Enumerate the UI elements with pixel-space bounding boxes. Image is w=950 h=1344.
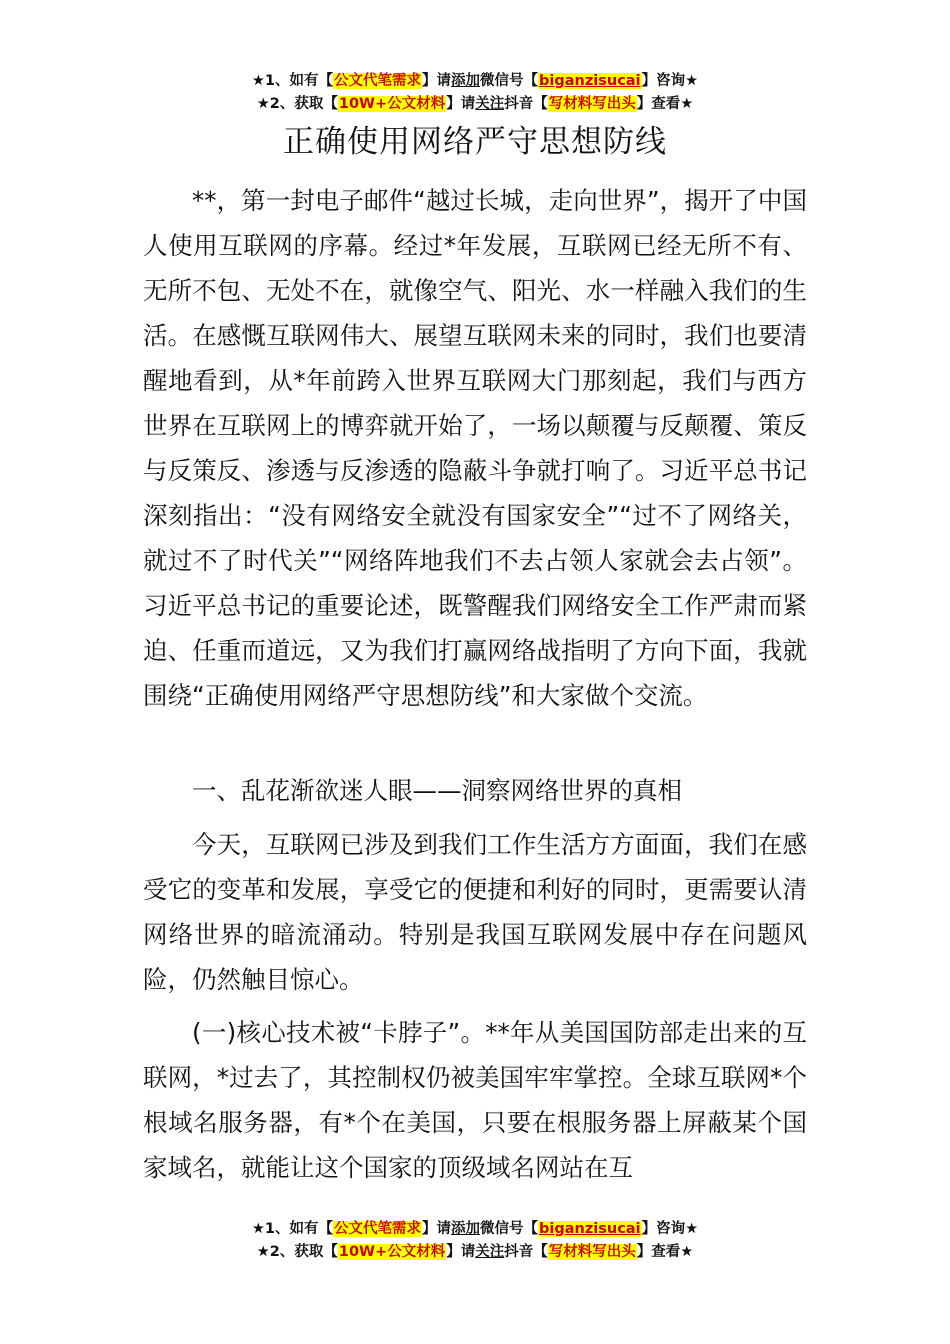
banner-text: 抖音【	[504, 96, 548, 112]
highlight-ghostwriting: 公文代笔需求	[334, 73, 422, 89]
banner-text-add: 添加	[451, 73, 481, 89]
star-icon: ★	[251, 73, 265, 89]
banner-text: 】请	[446, 96, 476, 112]
star-icon: ★	[680, 1244, 694, 1260]
banner-text-add: 添加	[451, 1221, 481, 1237]
star-icon: ★	[685, 73, 699, 89]
banner-text: 微信号【	[480, 73, 539, 89]
star-icon: ★	[685, 1221, 699, 1237]
banner-text-follow: 关注	[475, 1244, 505, 1260]
banner-text: 】咨询	[641, 1221, 686, 1237]
banner-text: 】咨询	[641, 73, 686, 89]
banner-text: 1、如有【	[264, 1221, 334, 1237]
highlight-materials: 10W+公文材料	[338, 1244, 446, 1260]
banner-text: 】请	[446, 1244, 476, 1260]
top-banner	[0, 70, 950, 116]
star-icon: ★	[680, 96, 694, 112]
bottom-banner	[0, 1218, 950, 1264]
banner-text: 】请	[422, 73, 452, 89]
banner-line-1	[0, 1218, 950, 1241]
star-icon: ★	[256, 1244, 270, 1260]
paragraph-core-tech	[143, 1010, 807, 1190]
highlight-ghostwriting: 公文代笔需求	[334, 1221, 422, 1237]
paragraph-text: **，第一封电子邮件“越过长城，走向世界”，揭开了中国人使用互联网的序幕。经过*年发展，互联网已经无所不有、无所不包、无处不在，就像空气、阳光、水一样融入我们的生活。在感慨互联网伟大、展望互联网未来的同时，我们也要清醒地看到，从*年前跨入世界互联网大门那刻起，我们与西方世界在互联网上的博弈就开始了，一场以颠覆与反颠覆、策反与反策反、渗透与反渗透的隐蔽斗争就打响了。习近平总书记深刻指出：“没有网络安全就没有国家安全”“过不了网络关，就过不了时代关”“网络阵地我们不去占领人家就会去占领”。习近平总书记的重要论述，既警醒我们网络安全工作严肃而紧迫、任重而道远，又为我们打赢网络战指明了方向下面，我就围绕“正确使用网络严守思想防线”和大家做个交流。	[143, 186, 807, 710]
douyin-account-link[interactable]: 写材料写出头	[548, 96, 636, 112]
banner-text: 】查看	[636, 1244, 681, 1260]
banner-line-1	[0, 70, 950, 93]
paragraph-today	[143, 822, 807, 1002]
banner-text: 】查看	[636, 96, 681, 112]
section-heading	[143, 768, 807, 813]
douyin-account-link[interactable]: 写材料写出头	[548, 1244, 636, 1260]
highlight-materials: 10W+公文材料	[338, 96, 446, 112]
banner-line-2	[0, 1241, 950, 1264]
banner-line-2	[0, 93, 950, 116]
paragraph-intro	[143, 178, 807, 718]
banner-text: 微信号【	[480, 1221, 539, 1237]
banner-text: 】请	[422, 1221, 452, 1237]
paragraph-text: (一)核心技术被“卡脖子”。**年从美国国防部走出来的互联网，*过去了，其控制权仍被美国牢牢掌控。全球互联网*个根域名服务器，有*个在美国，只要在根服务器上屏蔽某个国家域名，就能让这个国家的顶级域名网站在互	[143, 1018, 807, 1182]
page-title: 正确使用网络严守思想防线	[283, 124, 667, 160]
star-icon: ★	[256, 96, 270, 112]
banner-text: 抖音【	[504, 1244, 548, 1260]
wechat-id-link[interactable]: biganzisucai	[539, 1221, 641, 1237]
banner-text: 1、如有【	[264, 73, 334, 89]
banner-text-follow: 关注	[475, 96, 505, 112]
banner-text: 2、获取【	[269, 96, 338, 112]
star-icon: ★	[251, 1221, 265, 1237]
wechat-id-link[interactable]: biganzisucai	[539, 73, 641, 89]
paragraph-text: 今天，互联网已涉及到我们工作生活方方面面，我们在感受它的变革和发展，享受它的便捷和利好的同时，更需要认清网络世界的暗流涌动。特别是我国互联网发展中存在问题风险，仍然触目惊心。	[143, 830, 807, 994]
banner-text: 2、获取【	[269, 1244, 338, 1260]
section-heading-text: 一、乱花渐欲迷人眼——洞察网络世界的真相	[192, 776, 682, 805]
